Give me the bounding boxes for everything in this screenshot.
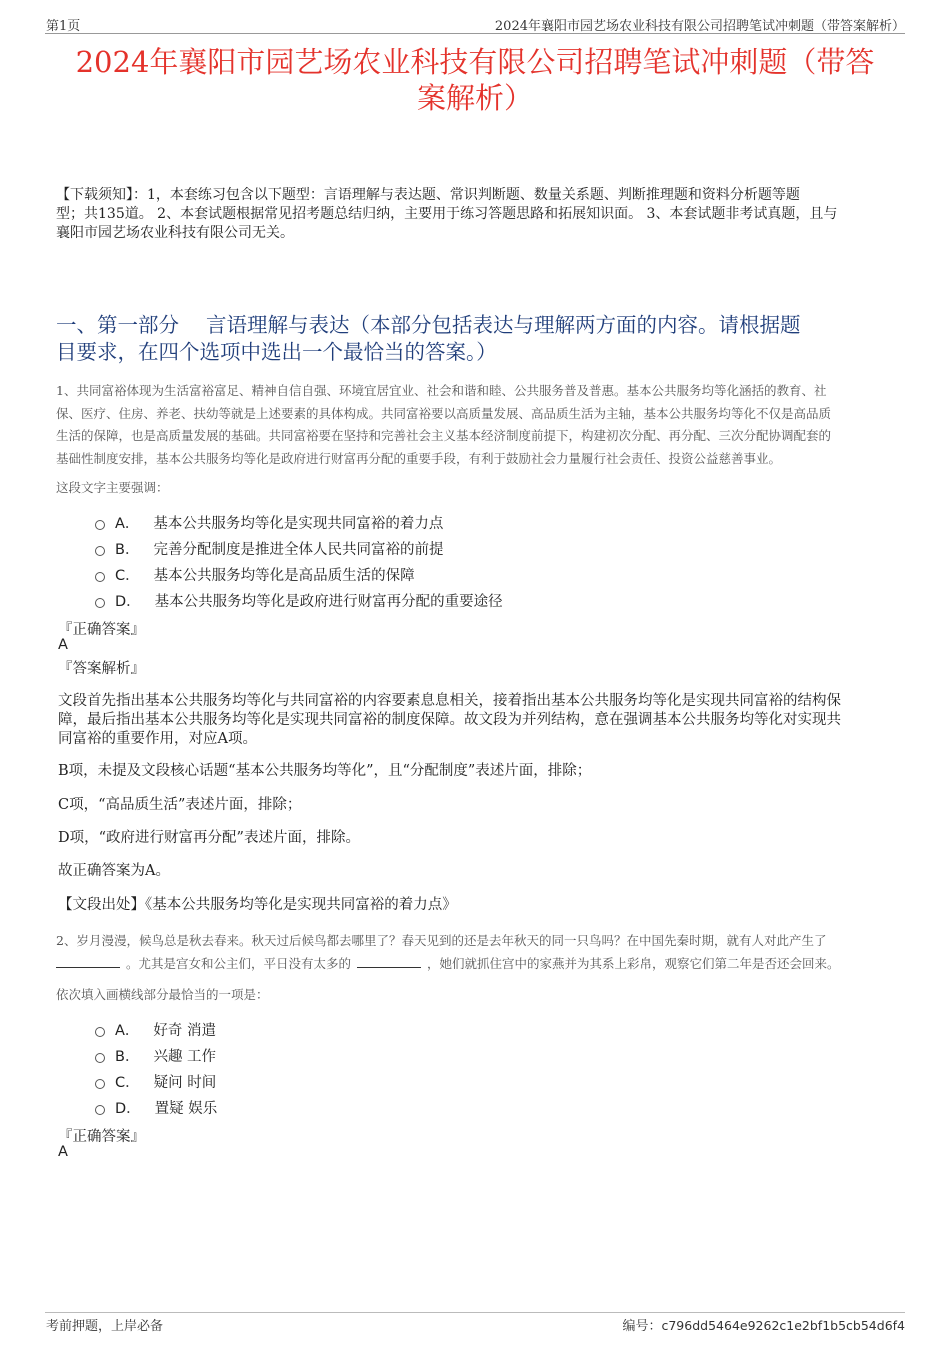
option-letter: D． [115,1101,141,1117]
q1-note-c: C项，“高品质生活”表述片面，排除； [58,797,302,813]
option-letter: C． [115,1075,140,1091]
section-heading-line-2: 目要求，在四个选项中选出一个最恰当的答案。） [56,340,497,364]
document-title [40,44,910,116]
q2-answer: A [58,1144,68,1160]
header-divider [45,33,905,34]
radio-icon[interactable] [95,1027,105,1037]
notice-line-3: 襄阳市园艺场农业科技有限公司无关。 [56,225,294,241]
q1-line: 保、医疗、住房、养老、扶幼等就是上述要素的具体构成。共同富裕要以高质量发展、高品质生活为主轴，基本公共服务均等化不仅是高品质 [56,405,832,421]
footer-code-value: c796dd5464e9262c1e2bf1b5cb54d6f4 [661,1318,905,1333]
radio-icon[interactable] [95,520,105,530]
option-letter: B． [115,542,140,558]
q2-option-b[interactable] [95,1045,216,1066]
analysis-line: 同富裕的重要作用，对应A项。 [58,731,257,747]
q2-option-c[interactable] [95,1071,216,1092]
option-letter: C． [115,568,140,584]
radio-icon[interactable] [95,1053,105,1063]
title-line-2: 案解析） [416,81,533,115]
analysis-line: 文段首先指出基本公共服务均等化与共同富裕的内容要素息息相关，接着指出基本公共服务均等化是实现共同富裕的结构保 [58,693,841,709]
q1-line: 1、共同富裕体现为生活富裕富足、精神自信自强、环境宜居宜业、社会和谐和睦、公共服务普及普惠。基本公共服务均等化涵括的教育、社 [56,383,827,398]
option-letter: A． [115,1023,140,1039]
radio-icon[interactable] [95,1079,105,1089]
q1-note-b: B项，未提及文段核心话题“基本公共服务均等化”，且“分配制度”表述片面，排除； [58,763,592,779]
page-number: 第1页 [46,19,81,34]
q1-line: 生活的保障，也是高质量发展的基础。共同富裕要在坚持和完善社会主义基本经济制度前提下，构建初次分配、再分配、三次分配协调配套的 [56,428,832,443]
download-notice [56,186,906,243]
q1-analysis [58,692,888,749]
option-text: 基本公共服务均等化是高品质生活的保障 [153,568,415,584]
option-text: 基本公共服务均等化是政府进行财富再分配的重要途径 [154,594,503,610]
footer-divider [45,1312,905,1313]
option-letter: D． [115,594,141,610]
option-letter: B． [115,1049,140,1065]
q1-option-b[interactable] [95,538,443,559]
notice-line-2: 型；共135道。 2、本套试题根据常见招考题总结归纳，主要用于练习答题思路和拓展知识面。 3、本套试题非考试真题，且与 [56,206,838,222]
q1-note-d: D项，“政府进行财富再分配”表述片面，排除。 [58,830,360,846]
question-1-prompt: 这段文字主要强调： [56,480,169,495]
q2-option-a[interactable] [95,1019,216,1040]
q1-line: 基础性制度安排，基本公共服务均等化是政府进行财富再分配的重要手段，有利于鼓励社会力量履行社会责任、投资公益慈善事业。 [56,450,782,466]
option-text: 好奇 消遣 [153,1023,217,1039]
running-header-title: 2024年襄阳市园艺场农业科技有限公司招聘笔试冲刺题（带答案解析） [494,19,905,34]
q2-line-part: 。尤其是宫女和公主们，平日没有太多的 [126,955,352,971]
q2-line [56,953,906,976]
q2-line: 2、岁月漫漫，候鸟总是秋去春来。秋天过后候鸟都去哪里了？春天见到的还是去年秋天的同一只鸟吗？在中国先秦时期，就有人对此产生了 [56,933,827,948]
q1-conclusion: 故正确答案为A。 [58,863,170,879]
radio-icon[interactable] [95,546,105,556]
q1-option-d[interactable] [95,590,503,611]
footer-slogan: 考前押题，上岸必备 [46,1319,164,1334]
option-text: 基本公共服务均等化是实现共同富裕的着力点 [153,516,444,532]
q1-source: 【文段出处】《基本公共服务均等化是实现共同富裕的着力点》 [58,897,457,913]
fill-blank [357,955,421,968]
title-line-1: 2024年襄阳市园艺场农业科技有限公司招聘笔试冲刺题（带答 [75,45,875,79]
radio-icon[interactable] [95,1105,105,1115]
footer-code [622,1315,905,1334]
option-text: 疑问 时间 [153,1075,217,1091]
q1-option-a[interactable] [95,512,443,533]
notice-line-1: 【下载须知】：1，本套练习包含以下题型：言语理解与表达题、常识判断题、数量关系题、判断推理题和资料分析题等题 [56,187,800,203]
q2-line-part: ，她们就抓住宫中的家燕并为其系上彩帛，观察它们第二年是否还会回来。 [427,955,840,971]
section-heading [56,312,906,366]
radio-icon[interactable] [95,572,105,582]
q1-analysis-label: 『答案解析』 [58,661,145,677]
q2-option-d[interactable] [95,1097,217,1118]
question-2-text [56,930,906,975]
question-2-prompt: 依次填入画横线部分最恰当的一项是： [56,987,269,1002]
section-heading-line-1: 一、第一部分 言语理解与表达（本部分包括表达与理解两方面的内容。请根据题 [56,313,801,337]
q1-option-c[interactable] [95,564,415,585]
radio-icon[interactable] [95,598,105,608]
q1-answer-label: 『正确答案』 [58,622,145,638]
fill-blank [56,955,120,968]
analysis-line: 障，最后指出基本公共服务均等化是实现共同富裕的制度保障。故文段为并列结构，意在强调基本公共服务均等化对实现共 [58,712,841,728]
footer-code-label: 编号： [622,1319,662,1334]
option-text: 置疑 娱乐 [154,1101,218,1117]
question-1-text [56,380,906,470]
option-letter: A． [115,516,140,532]
q1-answer: A [58,637,68,653]
q2-answer-label: 『正确答案』 [58,1129,145,1145]
option-text: 兴趣 工作 [153,1049,217,1065]
option-text: 完善分配制度是推进全体人民共同富裕的前提 [153,542,444,558]
